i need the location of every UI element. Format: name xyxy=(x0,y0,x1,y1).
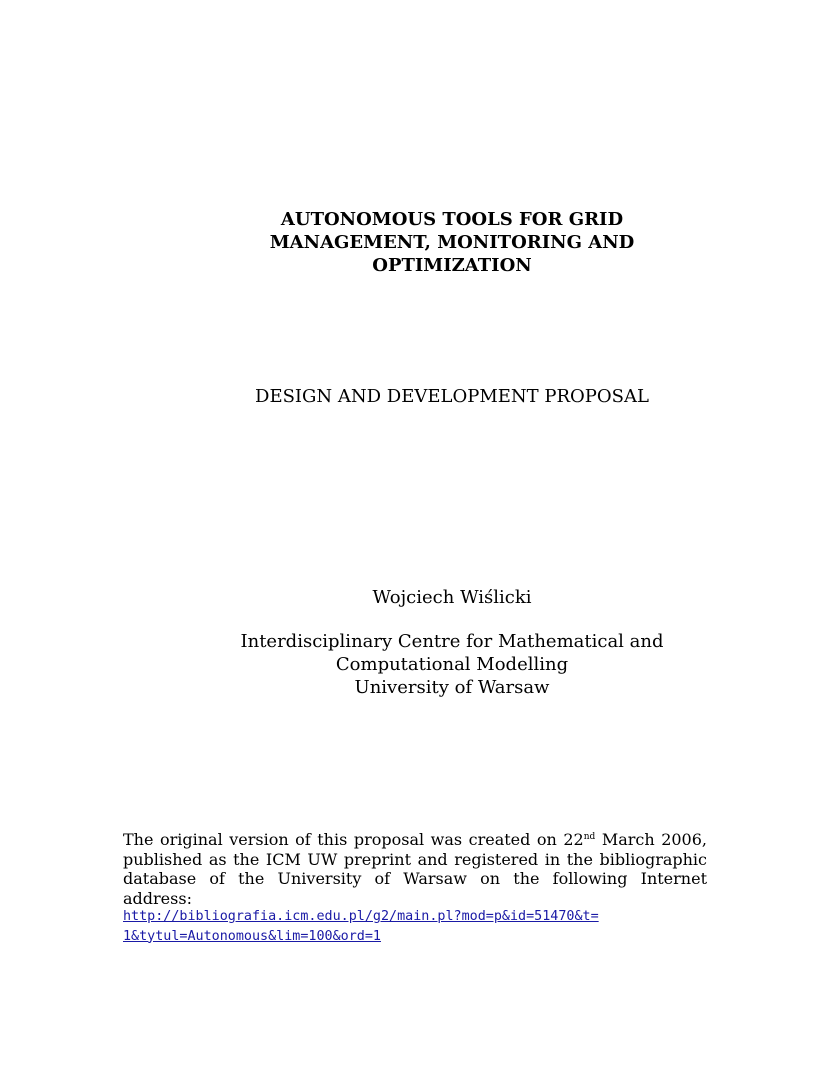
link-line[interactable]: 1&tytul=Autonomous&lim=100&ord=1 xyxy=(123,928,381,944)
author-affiliation xyxy=(214,630,690,699)
bibliography-link[interactable] xyxy=(123,907,599,946)
affiliation-line: University of Warsaw xyxy=(354,677,550,698)
document-subtitle: DESIGN AND DEVELOPMENT PROPOSAL xyxy=(255,386,649,407)
note-line: database of the University of Warsaw on the following Internet xyxy=(123,869,707,888)
title-line: OPTIMIZATION xyxy=(372,255,532,276)
ordinal-superscript: nd xyxy=(583,832,596,842)
link-line[interactable]: http://bibliografia.icm.edu.pl/g2/main.pl?mod=p&id=51470&t= xyxy=(123,909,599,924)
title-line: MANAGEMENT, MONITORING AND xyxy=(269,232,635,253)
affiliation-line: Computational Modelling xyxy=(335,654,569,675)
author-name: Wojciech Wiślicki xyxy=(372,587,532,608)
note-line xyxy=(123,830,707,850)
affiliation-line: Interdisciplinary Centre for Mathematical and xyxy=(240,631,664,652)
title-line: AUTONOMOUS TOOLS FOR GRID xyxy=(280,209,624,230)
note-line: address: xyxy=(123,888,192,908)
note-text: The original version of this proposal was created on 22 xyxy=(123,830,584,849)
note-line: published as the ICM UW preprint and registered in the bibliographic xyxy=(123,849,707,869)
publication-note xyxy=(123,830,707,908)
note-text: March 2006, xyxy=(595,830,707,849)
document-title xyxy=(214,208,690,277)
